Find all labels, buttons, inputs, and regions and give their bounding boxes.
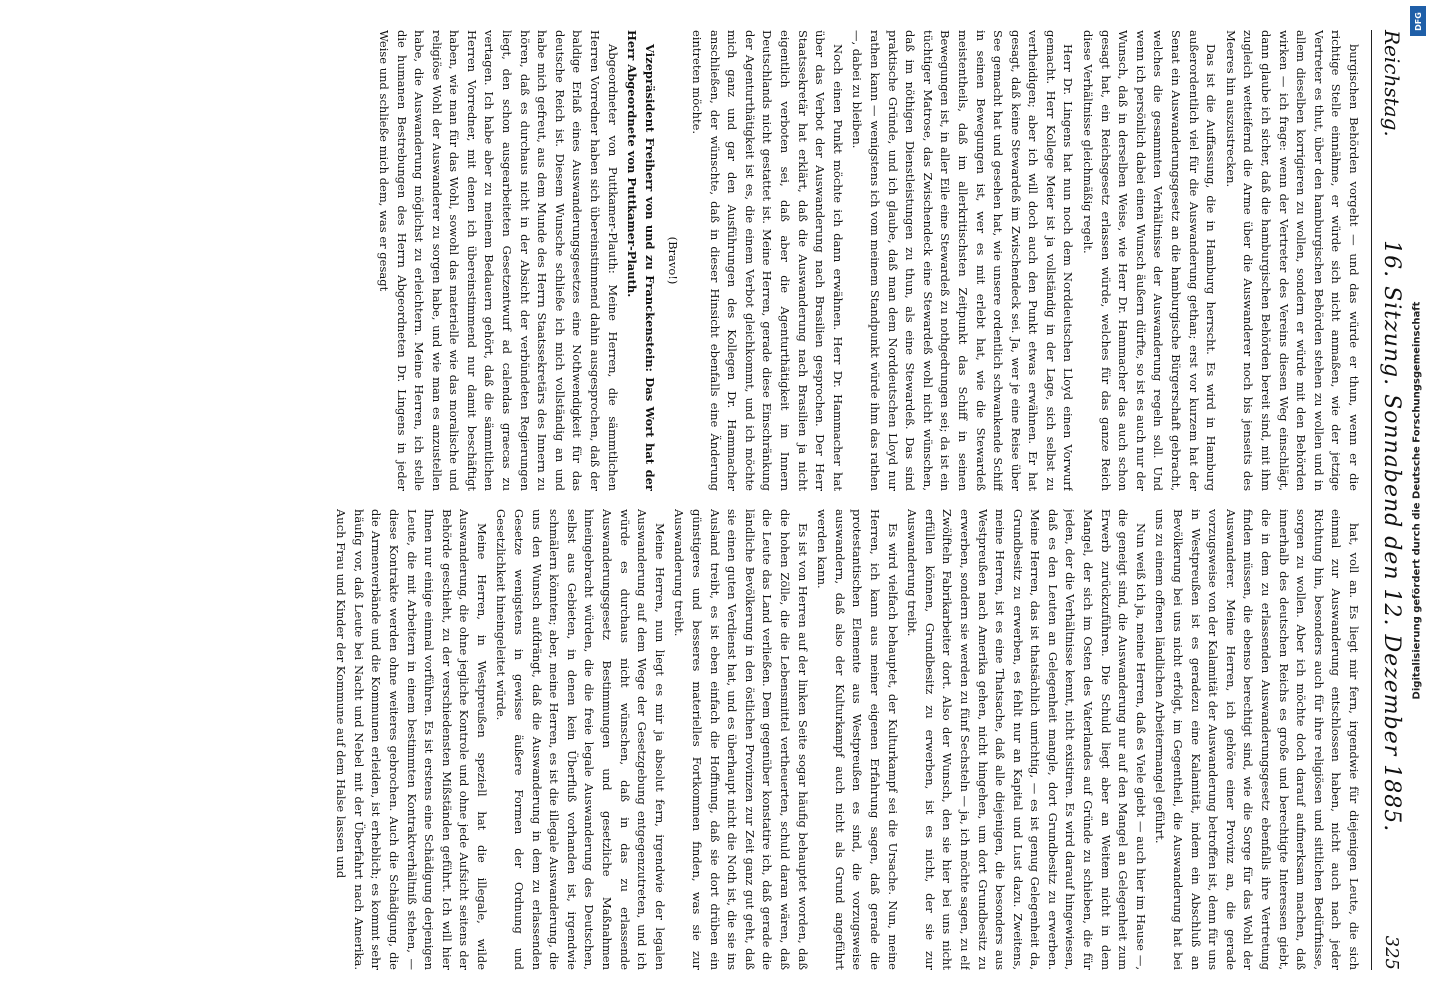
paragraph: Meine Herren, nun liegt es mir ja absolut fern, irgendwie der legalen Auswanderung auf dem Wege der Gesetzgebung entgegenzutreten, und ich würde es durchaus nicht wünschen, daß in das zu erlassende Auswanderungsgesetz Bestimmungen und gesetzliche Maßnahmen hineingebracht würden, die die freie legale Auswanderung des Deutschen, selbst aus Gebieten, in denen kein Überfluß vorhanden ist, irgendwie schmälern könnten; aber, meine Herren, es ist die illegale Auswanderung, die uns den Wunsch aufdrängt, daß die Auswanderung in dem zu erlassenden Gesetze wenigstens in gewisse äußere Formen der Ordnung und Gesetzlichkeit hineingeleitet würde. (494, 509, 667, 970)
paragraph: Es ist von Herren auf der linken Seite sogar häufig behauptet worden, daß die hohen Zölle, die die Lebensmittel vertheuerten, schuld daran wären, daß die Leute das Land verließen. Dem gegenüber konstatire ich, daß gerade die ländliche Bevölkerung in den östlichen Provinzen zur Zeit ganz gut geht, daß sie einen guten Verdienst hat, und es überhaupt nicht die Noth ist, die sie ins Ausland treibt, es ist eben einfach die Hoffnung, daß sie dort drüben ein günstigeres und besseres materielles Fortkommen finden, was sie zur Auswanderung treibt. (672, 509, 810, 970)
paragraph: Noch einen Punkt möchte ich dann erwähnen. Herr Dr. Hammacher hat über das Verbot der Auswanderung nach Brasilien gesprochen. Der Herr Staatssekretär hat erklärt, daß die Auswanderung nach Brasilien ja nicht eigentlich verboten sei, daß aber die Agenturthätigkeit im Innern Deutschlands nicht gestattet ist. Meine Herren, gerade diese Einschränkung der Agenturthätigkeit ist es, die einem Verbot gleichkommt, und ich möchte mich ganz und gar den Ausführungen des Kollegen Dr. Hammacher anschließen, der wünschte, daß in dieser Hinsicht ebenfalls eine Änderung eintreten möchte. (690, 30, 845, 491)
text-columns (70, 30, 1362, 970)
speaker-intro: Vizepräsident Freiherr von und zu Franckenstein: Das Wort hat der Herr Abgeordnete von Puttkamer-Plauth. (625, 30, 657, 491)
paragraph: hat, voll an. Es liegt mir fern, irgendwie für diejenigen Leute, die sich einmal zur Auswanderung entschlossen haben, nicht auch nach jeder Richtung hin, besonders auch für ihre religiösen und sittlichen Bedürfnisse, sorgen zu wollen. Aber ich möchte doch darauf aufmerksam machen, daß innerhalb des deutschen Reichs es große und berechtigte Interessen giebt, die in dem zu erlassenden Auswanderungsgesetz ebenfalls ihre Vertretung finden müssen, die ebenso berechtigt sind, wie die Sorge für das Wohl der Auswanderer. Meine Herren, ich gehöre einer Provinz an, die gerade vorzugsweise von der Kalamität der Auswanderung betroffen ist, denn für uns in Westpreußen ist es geradezu eine Kalamität, indem ein Abschluß an Bevölkerung bei uns nicht erfolgt, im Gegentheil, die Auswanderung hat bei uns zu einem offenen ländlichen Arbeitermangel geführt. (1153, 509, 1361, 970)
page-number: 325 (1381, 935, 1403, 970)
paragraph: burgischen Behörden vorgeht — und das würde er thun, wenn er die richtige Stelle einnähme, er würde sich nicht anmaßen, wie der jetzige Vertreter es thut, über den hamburgischen Behörden stehen zu wollen und in allem dieselben korrigieren zu wollen, sondern er würde mit den Behörden wirken — ich frage: wenn der Vertreter des Vereins diesen Weg einschlägt, dann glaube ich sicher, daß die hamburgischen Behörden bereit sind, mit ihm zugleich wetteifernd die Arme über die Auswanderer noch bis jenseits des Meeres hin auszustrecken. (1223, 30, 1361, 491)
paragraph: Das ist die Auffassung, die in Hamburg herrscht. Es wird in Hamburg außerordentlich viel für die Auswanderung gethan; erst vor kurzem hat der Senat ein Auswanderungsgesetz an die hamburgische Bürgerschaft gebracht, welches die gesammten Verhältnisse der Auswanderung regeln soll. Und wenn ich persönlich dabei einen Wunsch äußern dürfte, so ist es auch nur der Wunsch, daß in derselben Weise, wie Herr Dr. Hammacher das auch schon gesagt hat, ein Reichsgesetz erlassen würde, welches für das ganze Reich diese Verhältnisse gleichmäßig regelt. (1081, 30, 1219, 491)
header-left: Reichstag. (1380, 30, 1404, 137)
paragraph: Es wird vielfach behauptet, der Kulturkampf sei die Ursache. Nun, meine Herren, ich kann aus meiner eigenen Erfahrung sagen, daß gerade die protestantischen Elemente aus Westpreußen es sind, die vorzugsweise auswandern, daß also der Kulturkampf auch nicht als Grund angeführt werden kann. (815, 509, 900, 970)
paragraph: Abgeordneter von Puttkamer-Plauth: Meine Herren, die sämmtlichen Herren Vorredner haben sich übereinstimmend dahin ausgesprochen, daß der baldige Erlaß eines Auswanderungsgesetzes eine Nothwendigkeit für das deutsche Reich ist. Diesem Wunsche schließe ich mich vollständig an und habe mich gefreut, aus dem Munde des Herrn Staatssekretärs des Innern zu hören, daß es durchaus nicht in der Absicht der verbündeten Regierungen liegt, den schon ausgearbeiteten Gesetzentwurf ad calendas graecas zu vertagen. Ich habe aber zu meinem Bedauern gehört, daß die sämmtlichen Herren Vorredner, mit denen ich übereinstimmend nur damit beschäftigt haben, wie man für das Wohl, sowohl das materielle wie das moralische und religiöse Wohl der Auswanderer zu sorgen habe, und wie man es anzustellen habe, die Auswanderung möglichst zu erleichtern. Meine Herren, ich stelle die humanen Bestrebungen des Herrn Abgeordneten Dr. Lingens in jeder Weise und schließe mich dem, was er gesagt (376, 30, 620, 491)
column-left (70, 30, 1362, 491)
dfg-badge-icon: DFG (1410, 6, 1426, 36)
applause-note: (Bravo!) (666, 236, 681, 285)
paragraph: Nun weiß ich ja, meine Herren, daß es Viele giebt — auch hier im Hause —, die geneigt sind, die Auswanderung nur auf den Mangel an Gelegenheit zum Erwerb zurückzuführen. Die Schuld liegt aber an Weitem nicht in dem Mangel, der sich im Osten des Vaterlandes auf Gründe zu schieben, die für jeden, der die Verhältnisse kennt, nicht existiren. Es wird darauf hingewiesen, daß es den Leuten an Gelegenheit mangle, dort Grundbesitz zu erwerben. Meine Herren, das ist thatsächlich unrichtig, — es ist genug Gelegenheit da, Grundbesitz zu erwerben, es fehlt nur an Kapital und Lust dazu. Zweitens, meine Herren, ist es eine Thatsache, daß alle diejenigen, die besonders aus Westpreußen nach Amerika gehen, nicht hingehen, um dort Grundbesitz zu erwerben, sondern sie werden zu fünf Sechsteln — ja, ich möchte sagen, zu elf Zwölfteln Fabrikarbeiter dort. Also der Wunsch, den sie hier bei uns nicht erfüllen können, Grundbesitz zu erwerben, ist es nicht, der sie zur Auswanderung treibt. (905, 509, 1148, 970)
paragraph: Meine Herren, in Westpreußen speziell hat die illegale, wilde Auswanderung, die ohne jegliche Kontrole und ohne jede Aufsicht seitens der Behörde geschieht, zu der verschiedensten Mißständen geführt. Ich will hier Ihnen nur einige einmal vorführen. Es ist erstens eine Schädigung derjenigen Leute, die mit Arbeitern in einem bestimmten Kontraktverhältniß stehen, — diese Kontrakte werden ohne weiteres gebrochen. Auch die Schädigung, die die Armenverbände und die Kommunen erleiden, ist erheblich; es kommt sehr häufig vor, daß Leute bei Nacht und Nebel mit der Überfahrt nach Amerika. Auch Frau und Kinder der Kommune auf dem Halse lassen und (334, 509, 489, 970)
header-middle: 16. Sitzung. Sonnabend den 12. Dezember 1885. (1379, 240, 1405, 833)
column-right (70, 509, 1362, 970)
digitization-credit: Digitalisierung gefördert durch die Deutsche Forschungsgemeinschaft (1411, 301, 1423, 699)
paragraph: Herr Dr. Lingens hat nun noch dem Norddeutschen Lloyd einen Vorwurf gemacht. Herr Kollege Meier ist ja vollständig in der Lage, sich selbst zu vertheidigen; aber ich will doch auch den Punkt etwas erwähnen. Er hat gesagt, daß keine Stewardeß im Zwischendeck sei. Ja, wer je eine Reise über See gemacht hat und gesehen hat, wie unsere ordentlich schwankende Schiff in seinen Bewegungen ist, wer es mit erlebt hat, wie die Stewardeß meistentheils, daß im allerkritischsten Zeitpunkt das Schiff in seinen Bewegungen ist, in aller Eile eine Stewardeß zu nothgedrungen sei; da ist ein tüchtiger Matrose, das Zwischendeck eine Stewardeß wohl nicht wünschen, daß im nöthigen Dienstleistungen zu thun, als eine Stewardeß. Das sind praktische Gründe, und ich glaube, daß man dem Norddeutschen Lloyd nur rathen kann — wenigstens ich vom meinem Standpunkt würde ihm das rathen —, dabei zu bleiben. (850, 30, 1076, 491)
